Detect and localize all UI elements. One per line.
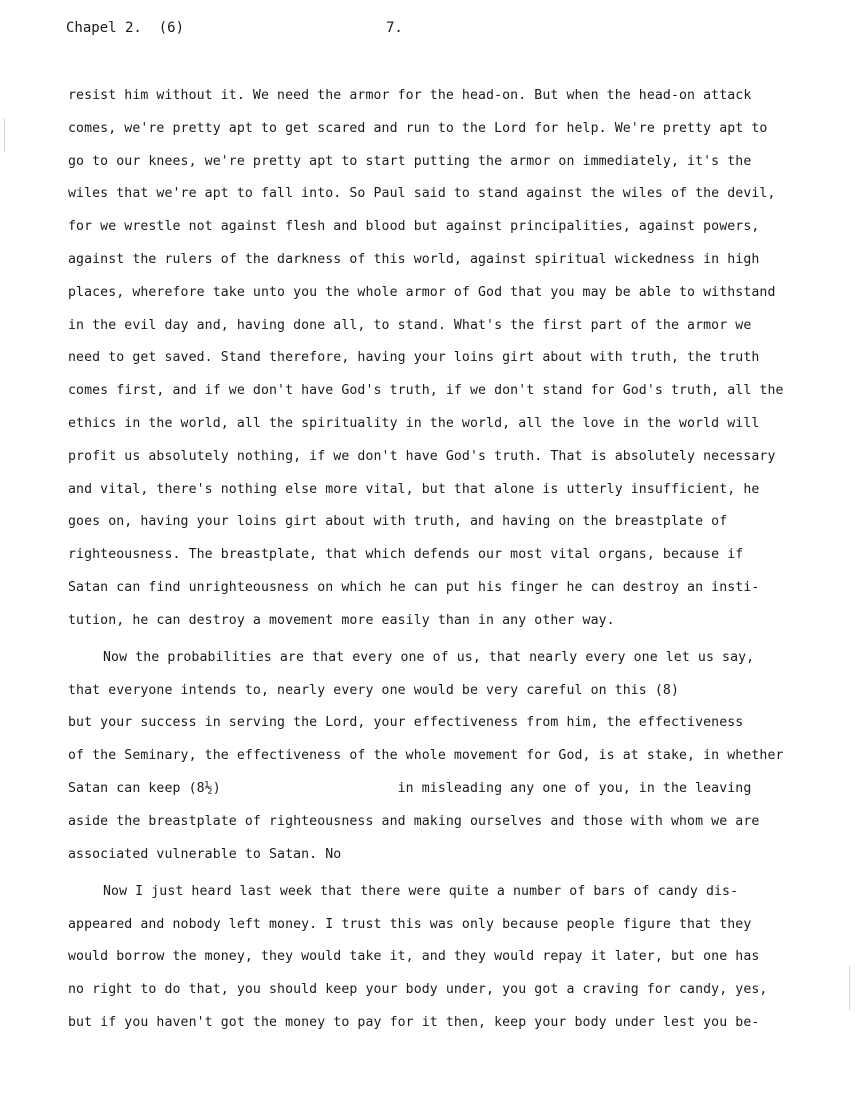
text-line: tution, he can destroy a movement more easily than in any other way. <box>68 612 615 628</box>
document-body <box>68 80 828 1040</box>
page-number: 7. <box>386 20 403 36</box>
text-line: Now I just heard last week that there were quite a number of bars of candy dis- <box>103 883 739 899</box>
text-line: Now the probabilities are that every one of us, that nearly every one let us say, <box>103 649 755 665</box>
text-line: go to our knees, we're pretty apt to start putting the armor on immediately, it's the <box>68 153 752 169</box>
chapter-label: Chapel 2. (6) <box>66 20 185 36</box>
text-line: that everyone intends to, nearly every one would be very careful on this (8) <box>68 682 680 698</box>
left-margin-mark <box>4 118 5 152</box>
text-line: of the Seminary, the effectiveness of the whole movement for God, is at stake, in whether <box>68 748 784 764</box>
text-line: need to get saved. Stand therefore, having your loins girt about with truth, the truth <box>68 350 760 366</box>
text-line: comes, we're pretty apt to get scared and run to the Lord for help. We're pretty apt to <box>68 120 768 136</box>
text-line: but your success in serving the Lord, your effectiveness from him, the effectiveness <box>68 715 744 731</box>
text-line: no right to do that, you should keep your body under, you got a craving for candy, yes, <box>68 982 768 998</box>
text-line: wiles that we're apt to fall into. So Paul said to stand against the wiles of the devil, <box>68 186 776 202</box>
text-line: goes on, having your loins girt about with truth, and having on the breastplate of <box>68 514 728 530</box>
text-line: righteousness. The breastplate, that which defends our most vital organs, because if <box>68 547 744 563</box>
text-line: for we wrestle not against flesh and blood but against principalities, against powers, <box>68 219 760 235</box>
paragraph-2 <box>68 642 828 872</box>
right-margin-mark <box>849 965 850 1011</box>
text-line: ethics in the world, all the spirituality in the world, all the love in the world will <box>68 415 760 431</box>
page-header <box>66 20 806 44</box>
text-line: resist him without it. We need the armor for the head-on. But when the head-on attack <box>68 88 752 103</box>
paragraph-1 <box>68 80 828 638</box>
text-line: appeared and nobody left money. I trust this was only because people figure that they <box>68 916 752 932</box>
text-line: but if you haven't got the money to pay for it then, keep your body under lest you be- <box>68 1014 760 1030</box>
text-line: aside the breastplate of righteousness and making ourselves and those with whom we are <box>68 813 760 829</box>
text-line: and vital, there's nothing else more vital, but that alone is utterly insufficient, he <box>68 481 760 497</box>
text-line: Satan can keep (8½) in misleading any one of you, in the leaving <box>68 781 752 797</box>
text-line: profit us absolutely nothing, if we don't have God's truth. That is absolutely necessary <box>68 448 776 464</box>
text-line: associated vulnerable to Satan. No <box>68 846 342 862</box>
text-line: comes first, and if we don't have God's truth, if we don't stand for God's truth, all the <box>68 383 784 399</box>
paragraph-3 <box>68 876 828 1040</box>
text-line: Satan can find unrighteousness on which he can put his finger he can destroy an insti- <box>68 579 760 595</box>
text-line: against the rulers of the darkness of this world, against spiritual wickedness in high <box>68 251 760 267</box>
text-line: would borrow the money, they would take it, and they would repay it later, but one has <box>68 949 760 965</box>
text-line: in the evil day and, having done all, to stand. What's the first part of the armor we <box>68 317 752 333</box>
text-line: places, wherefore take unto you the whole armor of God that you may be able to withstand <box>68 284 776 300</box>
